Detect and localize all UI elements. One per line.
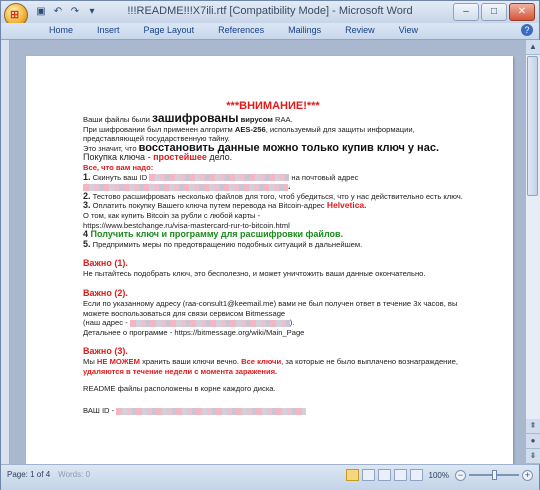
zoom-out-button[interactable]: − — [455, 470, 466, 481]
step-3-info: О том, как купить Bitcoin за рубли с любой карты - — [83, 210, 261, 220]
window-title: !!!README!!!X7ili.rtf [Compatibility Mode] - Microsoft Word — [127, 5, 413, 17]
redacted-bitmessage — [130, 320, 290, 327]
important-1-text: Не пытайтесь подобрать ключ, это бесполезно, и может уничтожить ваши данные окончательно. — [83, 269, 426, 279]
step-5: 5. Предпримить меры по предотвращению подобных ситуаций в дальнейшем. — [83, 238, 363, 249]
maximize-button[interactable]: □ — [481, 3, 507, 21]
tab-insert[interactable]: Insert — [97, 25, 120, 35]
title-bar — [1, 1, 539, 23]
important-3-text: Мы НЕ МОЖЕМ хранить ваши ключи вечно. Все ключи, за которые не было выплачено вознаграждение, удаляются в течение недели с момента заражения. — [83, 357, 458, 376]
document-heading: ***ВНИМАНИЕ!*** — [226, 100, 320, 112]
zoom-level[interactable]: 100% — [428, 470, 449, 480]
draft-icon[interactable] — [410, 469, 423, 481]
vertical-ruler — [1, 40, 10, 464]
redo-icon[interactable]: ↷ — [70, 6, 80, 17]
zoom-slider[interactable] — [469, 474, 519, 476]
next-page-icon[interactable]: ⇟ — [526, 449, 540, 464]
todo-label: Все, что вам надо: — [83, 162, 154, 172]
minimize-button[interactable]: – — [453, 3, 479, 21]
paragraph-restore: Это значит, что восстановить данные можно только купив ключ у нас. — [83, 141, 439, 154]
paragraph-encrypted: Ваши файлы были зашифрованы вирусом RAA. — [83, 111, 293, 125]
readme-note: README файлы расположены в корне каждого диска. — [83, 384, 276, 394]
zoom-slider-knob[interactable] — [492, 470, 497, 480]
important-3-title: Важно (3). — [83, 346, 128, 357]
ribbon — [1, 23, 539, 40]
customize-icon[interactable]: ▾ — [89, 6, 95, 17]
step-2: 2. Тестово расшифровать несколько файлов для того, чтоб убедиться, что у нас действительно есть ключ. — [83, 190, 463, 201]
outline-icon[interactable] — [394, 469, 407, 481]
zoom-in-button[interactable]: + — [522, 470, 533, 481]
document-area — [1, 40, 525, 464]
scroll-thumb[interactable] — [527, 56, 538, 196]
important-2-address: (наш адрес - ). — [83, 318, 295, 328]
previous-page-icon[interactable]: ⇞ — [526, 419, 540, 434]
step-3: 3. Оплатить покупку Вашего ключа путем перевода на Bitcoin-адрес Helvetica. — [83, 200, 367, 211]
tab-references[interactable]: References — [218, 25, 265, 35]
tab-home[interactable]: Home — [49, 25, 74, 35]
bitcoin-link: https://www.bestchange.ru/visa-mastercard-rur-to-bitcoin.html — [83, 220, 290, 230]
save-icon[interactable]: ▣ — [36, 6, 46, 17]
office-logo-icon: ⊞ — [10, 9, 20, 21]
help-icon[interactable]: ? — [521, 24, 533, 36]
redacted-email — [83, 184, 288, 191]
close-button[interactable]: ✕ — [509, 3, 535, 21]
full-screen-reading-icon[interactable] — [362, 469, 375, 481]
status-bar — [1, 464, 539, 490]
document-content — [83, 100, 463, 416]
redacted-id — [149, 174, 289, 181]
your-id: ВАШ ID - — [83, 406, 463, 416]
print-layout-icon[interactable] — [346, 469, 359, 481]
tab-mailings[interactable]: Mailings — [288, 25, 322, 35]
select-browse-object-icon[interactable]: ● — [526, 434, 540, 449]
ribbon-tabs — [37, 24, 430, 36]
paragraph-algorithm: При шифровании был применен алгоритм AES-256, используемый для защиты информации, представляющей государственную тайну. — [83, 124, 415, 144]
scroll-up-button[interactable]: ▲ — [526, 40, 540, 55]
important-2-text: Если по указанному адресу (raa-consult1@keemail.me) вами не был получен ответ в течение 3х часов, вы можете воспользоваться для связи сервисом Bitmessage — [83, 298, 458, 318]
undo-icon[interactable]: ↶ — [53, 6, 63, 17]
page-count[interactable]: Page: 1 of 4 — [7, 470, 51, 479]
vertical-scrollbar[interactable] — [525, 40, 540, 464]
important-1-title: Важно (1). — [83, 258, 128, 269]
important-2-link: Детальнее о программе - https://bitmessage.org/wiki/Main_Page — [83, 327, 305, 337]
word-count[interactable]: Words: 0 — [58, 470, 91, 479]
tab-page-layout[interactable]: Page Layout — [143, 25, 195, 35]
tab-review[interactable]: Review — [345, 25, 375, 35]
important-2-title: Важно (2). — [83, 287, 128, 298]
web-layout-icon[interactable] — [378, 469, 391, 481]
step-4: 4 Получить ключ и программу для расшифровки файлов. — [83, 229, 344, 240]
step-1: 1. Скинуть ваш ID на почтовый адрес . — [83, 171, 359, 192]
redacted-your-id — [116, 408, 306, 415]
document-page[interactable] — [26, 56, 513, 464]
window-controls — [453, 3, 535, 21]
paragraph-purchase: Покупка ключа - простейшее дело. — [83, 152, 233, 163]
tab-view[interactable]: View — [398, 25, 418, 35]
